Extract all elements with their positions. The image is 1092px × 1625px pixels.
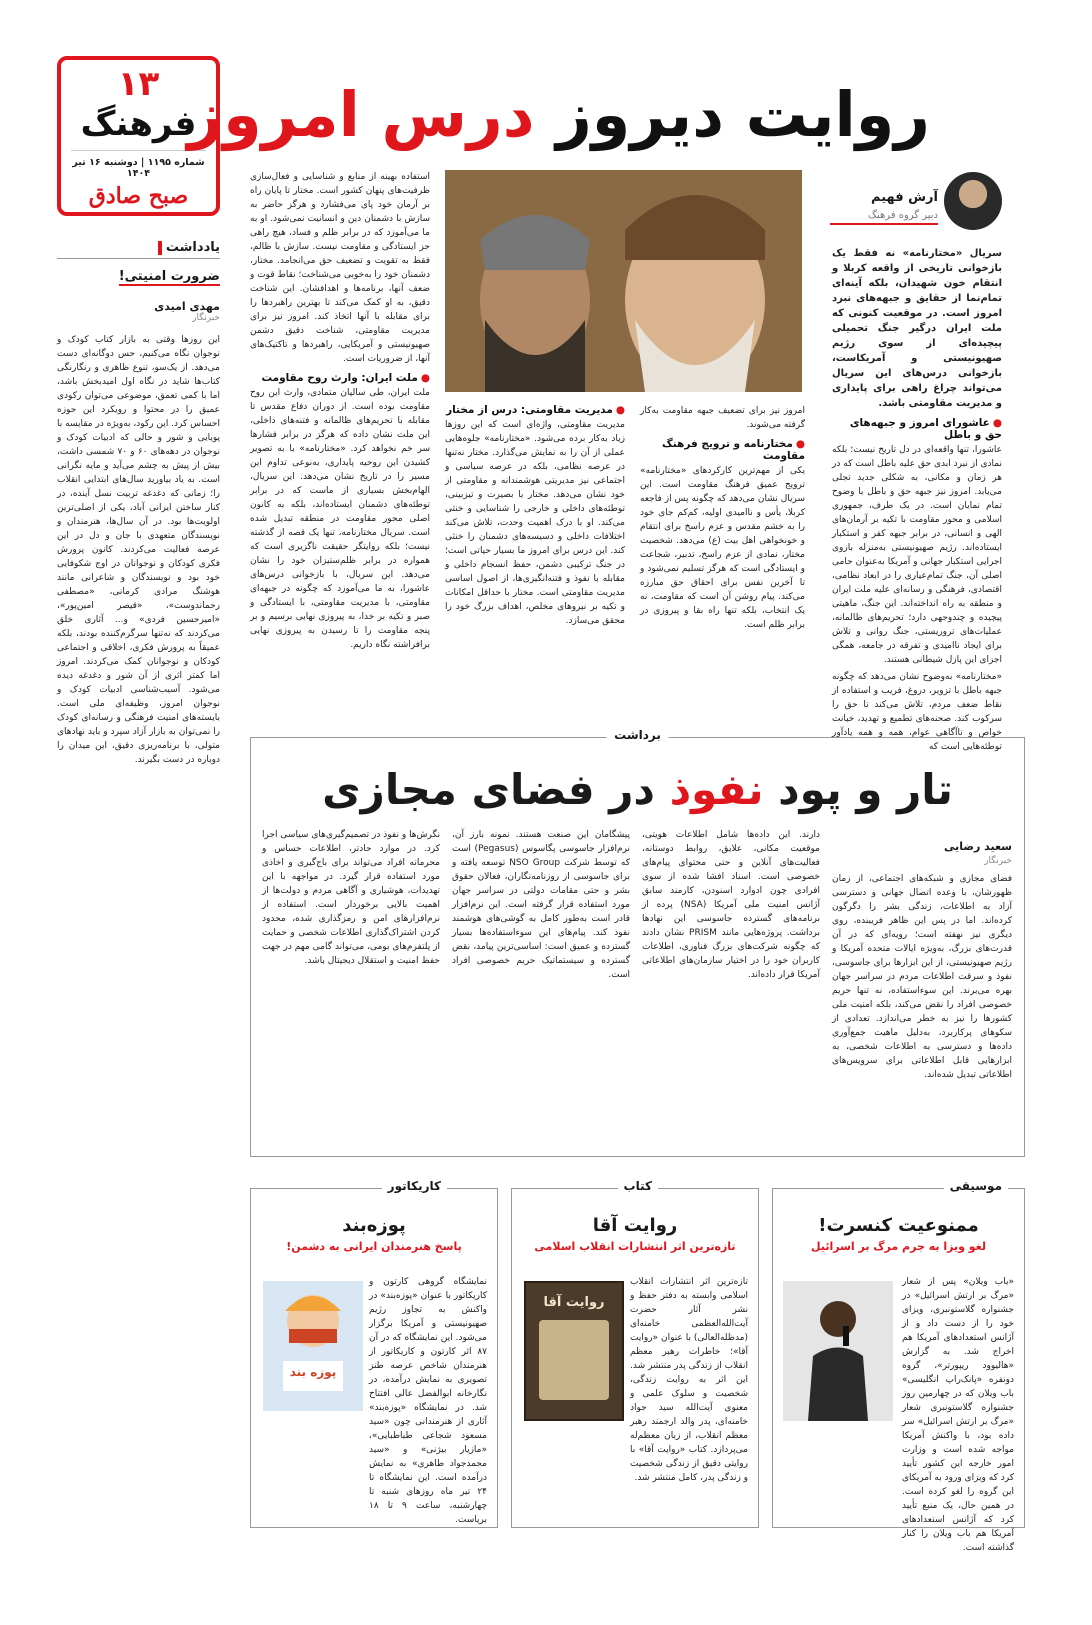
music-box: [772, 1179, 1025, 1553]
feature-col-3: پیشگامان این صنعت هستند. نمونه بارز آن، نرم‌افزار جاسوسی پگاسوس (Pegasus) است که توسط شرکت NSO Group توسعه یافته و برای جاسوسی از روزنامه‌نگاران، فعالان حقوق بشر و حتی مقامات دولتی در سراسر جهان مورد استفاده قرار گرفته است. این نرم‌افزار قادر است به‌طور کامل به گوشی‌های هوشمند نفوذ کند. پیام‌های این سوءاستفاده‌ها بسیار گسترده و عمیق است: اساسی‌ترین پیامد، نقض گسترده و سیستماتیک حریم خصوصی افراد است.: [452, 830, 630, 980]
music-body: «باب ویلان» پس از شعار «مرگ بر ارتش اسرائیل» در جشنواره گلاستونبری، ویزای خود را از دست داد و از آژانس استعدادهای آمریکا هم اخراج شد. به گزارش «هالیوود ریپورتر»، گروه دونفره «پانک‌راپ انگلیسی» باب ویلان که در چهارمین روز جشنواره گلاستونبری شعار «مرگ بر ارتش اسرائیل» سر داده بود، با واکنش آمریکا مواجه شده است و وزارت امور خارجه این کشور تأیید کرد که ویزای ورود به آمریکای این گروه را لغو کرده است. در همین حال، یک منبع تأیید کرد که آژانس استعدادهای آمریکا هم باب ویلان را کنار گذاشته است.: [902, 1277, 1014, 1553]
feature-author-role: خبرنگار: [984, 856, 1012, 866]
lead-paragraph-4: مدیریت مقاومتی، واژه‌ای است که این روزها زیاد به‌کار برده می‌شود. «مختارنامه» جلوه‌هایی عملی از آن را به نمایش می‌گذارد. مختار نه‌تنها در عرصه نظامی، بلکه در عرصه سیاسی و اجتماعی نیز مدیریتی هوشمندانه و مقاومتی از خود نشان می‌دهد. مختار با بصیرت و تیزبینی، توطئه‌های داخلی و خارجی را شناسایی و خنثی می‌کند. او با درک اهمیت وحدت، تلاش می‌کند اختلافات داخلی و دسیسه‌های دشمنان را خنثی کند. این درس برای امروز ما بسیار حیاتی است؛ در جنگ ترکیبی دشمن، حفظ انسجام داخلی و مقابله با نفوذ و فتنه‌انگیزی‌ها، از اصول اساسی مدیریت مقاومتی است. مختار با حداقل امکانات و تکیه بر نیروهای مخلص، اهداف بزرگ خود را محقق می‌سازد.: [445, 420, 625, 626]
author-name: آرش فهیم: [871, 190, 938, 205]
note-author-role: خبرنگار: [192, 313, 220, 323]
author-avatar: [944, 172, 1002, 230]
lead-col-4: [250, 170, 430, 721]
note-label-marker: [158, 241, 162, 255]
book-label: کتاب: [618, 1179, 658, 1193]
lead-col-2: [640, 404, 805, 721]
section-name: فرهنگ: [80, 104, 197, 144]
feature-col-4: نگرش‌ها و نفوذ در تصمیم‌گیری‌های سیاسی اجرا کرد. در موارد حادتر، اطلاعات حساس و محرمانه افراد می‌تواند برای باج‌گیری و اخاذی مورد استفاده قرار گیرد. در مواجهه با این تهدیدات، هوشیاری و آگاهی مردم و دولت‌ها از اهمیت بالایی برخوردار است. استفاده از نرم‌افزارهای امن و رمزگذاری شده، محدود کردن اشتراک‌گذاری اطلاعات شخصی و حمایت از پلتفرم‌های بومی، می‌تواند گامی مهم در جهت حفظ امنیت و استقلال دیجیتال باشد.: [262, 830, 440, 966]
headline-part2: درس امروز: [187, 78, 535, 151]
cartoon-box: [250, 1179, 498, 1528]
feature-author: سعید رضایی: [943, 840, 1012, 853]
feature-title-part1: تار و پود: [778, 765, 953, 814]
newspaper-logo: صبح صادق: [88, 183, 189, 209]
page-number: ۱۳: [117, 64, 160, 104]
main-headline: [187, 70, 930, 160]
note-title: ضرورت امنیتی!: [118, 269, 220, 284]
lead-paragraph-5: استفاده بهینه از منابع و شناسایی و فعال‌سازی ظرفیت‌های پنهان کشور است. مختار تا پایان راه بر آرمان خود پای می‌فشارد و هرگز حاضر به سازش با دشمنان دین و انسانیت نمی‌شود. او به ما می‌آموزد که در برابر ظلم و فساد، هیچ راهی جز ایستادگی و مقاومت نیست. سازش با ظالم، فقط به تقویت و تضعیف حق می‌انجامد. مختار، دشمنان خود را به‌خوبی می‌شناخت؛ نقاط قوت و ضعف آنها، برنامه‌ها و اهدافشان. این شناخت دقیق، به او کمک می‌کند تا بهترین راهبردها را برای مقابله با آنها اتخاذ کند. امروز نیز برای مدیریت مقاومتی، شناخت دقیق دشمن صهیونیستی و آمریکایی، راهبردها و تاکتیک‌های آنها، از ضروریات است.: [250, 172, 430, 364]
mokhtarnameh-photo: [445, 170, 802, 392]
lead-col2-lead: امروز نیز برای تضعیف جبهه مقاومت به‌کار گرفته می‌شوند.: [640, 406, 805, 430]
note-label: یادداشت: [165, 240, 220, 255]
feature-label: برداشت: [606, 728, 669, 742]
photo-illustration: [445, 170, 802, 392]
cartoon-title: پوزه‌بند: [342, 1215, 406, 1236]
lead-col-3: [445, 404, 625, 721]
issue-line: شماره ۱۱۹۵ | دوشنبه ۱۶ تیر ۱۴۰۴: [72, 157, 205, 179]
lead-intro: سریال «مختارنامه» نه فقط یک بازخوانی تاریخی از واقعه کربلا و انتقام خون شهیدان، بلکه آینه‌ای تمام‌نما از حقایق و جبهه‌های نبرد امروز است. در موقعیت کنونی که ملت ایران درگیر جنگ تحمیلی پیچیده‌ای از سوی رژیم صهیونیستی و آمریکاست، بازخوانی درس‌های این سریال می‌تواند چراغ راهی برای پایداری و مدیریت مقاومتی باشد.: [832, 248, 1002, 409]
book-cover-title: روایت آقا: [543, 1295, 605, 1310]
lead-col-1: [832, 246, 1002, 752]
feature-col-1: فضای مجازی و شبکه‌های اجتماعی، از زمان ظهورشان، با وعده اتصال جهانی و دسترسی آزاد به اطلاعات، زندگی بشر را دگرگون کرده‌اند. اما در پس این ظاهر فریبنده، روی دیگری نیز نهفته است؛ رویه‌ای که در آن قدرت‌های بزرگ، به‌ویژه ایالات متحده آمریکا و رژیم صهیونیستی، از این ابزارها برای جاسوسی، نفوذ و سرقت اطلاعات مردم در سراسر جهان بهره می‌برند. این سوءاستفاده، نه تنها حریم خصوصی افراد را نقض می‌کند، بلکه امنیت ملی کشورها را نیز به خطر می‌اندازد. تعدادی از سکوهای پرکاربرد، به‌دلیل ماهیت جمع‌آوری داده‌ها و دسترسی به اطلاعات شخصی، به ابزارهایی قابل اطلاعاتی برای سرویس‌های اطلاعاتی تبدیل شده‌اند.: [832, 874, 1012, 1080]
feature-title-part2: نفوذ: [669, 765, 764, 814]
cartoon-body: نمایشگاه گروهی کارتون و کاریکاتور با عنوان «پوزه‌بند» در واکنش به تجاوز رژیم صهیونیستی و آمریکا برگزار می‌شود. این نمایشگاه که در آن ۸۷ اثر کارتون و کاریکاتور از هنرمندان شاخص عرصه طنز تصویری به نمایش درآمده، در نگارخانه ابوالفضل عالی افتتاح شد. در نمایشگاه «پوزه‌بند» آثاری از هنرمندانی چون «سید مسعود شجاعی طباطبایی»، «مازیار بیژنی» و «سید محمدجواد طاهری» به نمایش درآمده است. این نمایشگاه تا ۲۴ تیر ماه روزهای شنبه تا چهارشنبه، ساعت ۹ تا ۱۸ برپاست.: [369, 1277, 488, 1525]
cartoon-label: کاریکاتور: [382, 1179, 447, 1193]
cartoon-poster: [263, 1281, 363, 1411]
lead-subhead-3: ●مدیریت مقاومتی: درس از مختار: [446, 404, 625, 416]
feature-title-part3: در فضای مجازی: [322, 765, 655, 814]
lead-subhead-4: ●ملت ایران: وارث روح مقاومت: [261, 372, 430, 384]
music-label: موسیقی: [944, 1179, 1008, 1193]
book-title: روایت آقا: [592, 1215, 678, 1236]
book-subtitle: تازه‌ترین اثر انتشارات انقلاب اسلامی: [534, 1240, 736, 1253]
feature-col-2: دارند. این داده‌ها شامل اطلاعات هویتی، موقعیت مکانی، علایق، روابط دوستانه، فعالیت‌های آنلاین و حتی محتوای پیام‌های خصوصی است. اسناد افشا شده از سوی افرادی چون ادوارد اسنودن، کارمند سابق آژانس امنیت ملی آمریکا (NSA) پرده از برنامه‌های گسترده جاسوسی این نهادها برداشت. پروژه‌هایی مانند PRISM نشان دادند که چگونه شرکت‌های بزرگ فناوری، اطلاعات کاربران خود را در اختیار سازمان‌های اطلاعاتی آمریکا قرار داده‌اند.: [642, 830, 821, 980]
note-body: این روزها وقتی به بازار کتاب کودک و نوجوان نگاه می‌کنیم، حس دوگانه‌ای دست می‌دهد. از یک‌سو، تنوع ظاهری و رنگارنگی کتاب‌ها شاید در نگاه اول امیدبخش باشد، اما با کمی تعمق، موضوعی می‌توان رکودی عمیق را در محتوا و رویکرد این حوزه احساس کرد. این رکود، به‌ویژه در مقایسه با پویایی و شور و حالی که ادبیات کودک و نوجوان در دهه‌های ۶۰ و ۷۰ شمسی داشت، بیش از پیش به چشم می‌آید و مایه نگرانی است. به یاد بیاورید سال‌های ابتدایی انقلاب را؛ زمانی که دغدغه تربیت نسل آینده، در کنار ساختن ایرانی آباد، یکی از اصلی‌ترین اولویت‌ها بود. در آن سال‌ها، هنرمندان و نویسندگان متعهدی با جان و دل در این عرصه فعالیت می‌کردند. کانون پرورش فکری کودکان و نوجوانان در اوج شکوفایی خود بود و نویسندگان و شاعرانی مانند هوشنگ مرادی کرمانی، «مصطفی رحماندوست»، «قیصر امین‌پور»، «امیرحسین فردی» و... آثاری خلق می‌کردند که نه‌تنها سرگرم‌کننده بودند، بلکه عمیقاً به پرورش فکری، اخلاقی و اجتماعی کودکان و نوجوانان کمک می‌کردند. امروز اما کمتر اثری از آن شور و دغدغه دیده می‌شود. آسیب‌شناسی ادبیات کودک و نوجوان امروز، وظیفه‌ای ملی است. بایسته‌های امنیت فرهنگی و رسانه‌ای کودک را نمی‌توان به بازار آزاد سپرد و باید نهادهای متولی، با برنامه‌ریزی دقیق، این میدان را دوباره در دست بگیرند.: [57, 335, 220, 765]
feature-title: [251, 760, 1024, 820]
note-label-row: [57, 240, 220, 259]
lead-subhead-1: ●عاشورای امروز و جبهه‌های حق و باطل: [849, 417, 1002, 441]
lead-paragraph-1: عاشورا، تنها واقعه‌ای در دل تاریخ نیست؛ بلکه نمادی از نبرد ابدی حق علیه باطل است که در هر زمان و مکانی، به شکلی جدید تجلی می‌یابد. امروز نیز جبهه حق و باطل با وضوح تمام نمایان است. در یک طرف، جمهوری اسلامی و محور مقاومت با تکیه بر آرمان‌های الهی و انسانی، در برابر جبهه کفر و استکبار ایستاده‌اند. رژیم صهیونیستی به‌منزله بازوی اجرایی استکبار جهانی و آمریکا به‌عنوان حامی اصلی آن، جنگ تمام‌عیاری را در ابعاد نظامی، اقتصادی، فرهنگی و رسانه‌ای علیه ملت ایران و منطقه به راه انداخته‌اند. این جنگ، ماهیتی پیچیده و چندوجهی دارد؛ تحریم‌های ظالمانه، عملیات‌های تروریستی، جنگ روانی و تلاش برای ایجاد ناامیدی و تفرقه در جامعه، همگی اجزای این پازل شیطانی هستند.: [832, 445, 1002, 665]
music-photo: [783, 1281, 893, 1421]
cartoon-subtitle: پاسخ هنرمندان ایرانی به دشمن!: [286, 1240, 462, 1253]
lead-paragraph-2: «مختارنامه» به‌وضوح نشان می‌دهد که چگونه جبهه باطل با تزویر، دروغ، فریب و استفاده از نقاط ضعف مردم، تلاش می‌کند تا حق را سرکوب کند. صحنه‌های تطمیع و تهدید، خیانت خواص و ناآگاهی عوام، همه و همه یادآور توطئه‌هایی است که: [832, 672, 1002, 752]
headline-part1: روایت دیروز: [556, 78, 930, 151]
author-role: دبیر گروه فرهنگ: [830, 210, 938, 225]
book-box: [511, 1179, 759, 1528]
book-cover: [524, 1281, 624, 1421]
music-subtitle: لغو ویزا به جرم مرگ بر اسرائیل: [811, 1240, 986, 1253]
note-column: [57, 240, 220, 1530]
lead-paragraph-6: ملت ایران، طی سالیان متمادی، وارث این روح مقاومت بوده است. از دوران دفاع مقدس تا مقابله با تحریم‌های ظالمانه و فتنه‌های داخلی، این ملت نشان داده که هرگز در برابر فشارها سر خم نخواهد کرد. «مختارنامه» با به تصویر کشیدن این روحیه پایداری، به‌نوعی تداوم این مسیر را در تاریخ نشان می‌دهد. این سریال، الهام‌بخش بسیاری از ماست که در برابر توطئه‌های دشمنان ایستاده‌اند، بلکه به کانون اصلی محور مقاومت در منطقه تبدیل شده است. سریال مختارنامه، تنها یک قصه از گذشته نیست؛ بلکه روایتگر حقیقت ناگزیری است که همواره در برابر ظلم‌ستیزان خود را نشان می‌دهد. این سریال، با بازخوانی درس‌های عاشورا، به ما می‌آموزد که چگونه در جبهه‌ای مقاومتی، با مدیریت مقاومتی، با ایستادگی و صبر و تکیه بر خدا، به پیروزی نهایی برسیم و بر پنجه مقاومت را تا رسیدن به پیروزی نهایی برافراشته نگاه داریم.: [250, 388, 430, 650]
book-body: تازه‌ترین اثر انتشارات انقلاب اسلامی وابسته به دفتر حفظ و نشر آثار حضرت آیت‌الله‌العظمی خامنه‌ای (مدظله‌العالی) با عنوان «روایت آقا»؛ خاطرات رهبر معظم انقلاب از زندگی پدر منتشر شد. این اثر به روایت زندگی، شخصیت و سلوک علمی و معنوی آیت‌الله سید جواد خامنه‌ای، پدر والد ارجمند رهبر معظم انقلاب، از زبان معظم‌له می‌پردازد. کتاب «روایت آقا» با روایتی دقیق از زندگی شخصیت و زندگی پدر، کامل منتشر شد.: [630, 1277, 748, 1483]
feature-box: [250, 728, 1025, 1157]
cartoon-poster-text: پوزه بند: [289, 1365, 337, 1379]
music-title: ممنوعیت کنسرت!: [818, 1215, 979, 1236]
note-author: مهدی امیدی: [154, 300, 220, 313]
lead-paragraph-3: یکی از مهم‌ترین کارکردهای «مختارنامه» ترویج عمیق فرهنگ مقاومت است. این سریال نشان می‌دهد که چگونه پس از فاجعه کربلا، یأس و ناامیدی اولیه، کم‌کم جای خود را به خشم مقدس و عزم راسخ برای انتقام و خونخواهی اهل بیت (ع) می‌دهد. شخصیت مختار، نمادی از عزم راسخ، تدبیر، شجاعت و ایستادگی است که هرگز تسلیم نمی‌شود و تا آخرین نفس برای احقاق حق مبارزه می‌کند. پیام روشن آن است که مقاومت، نه یک انتخاب، بلکه تنها راه بقا و پیروزی در برابر ظلم است.: [640, 466, 805, 630]
lead-subhead-2: ●مختارنامه و ترویج فرهنگ مقاومت: [662, 438, 805, 462]
